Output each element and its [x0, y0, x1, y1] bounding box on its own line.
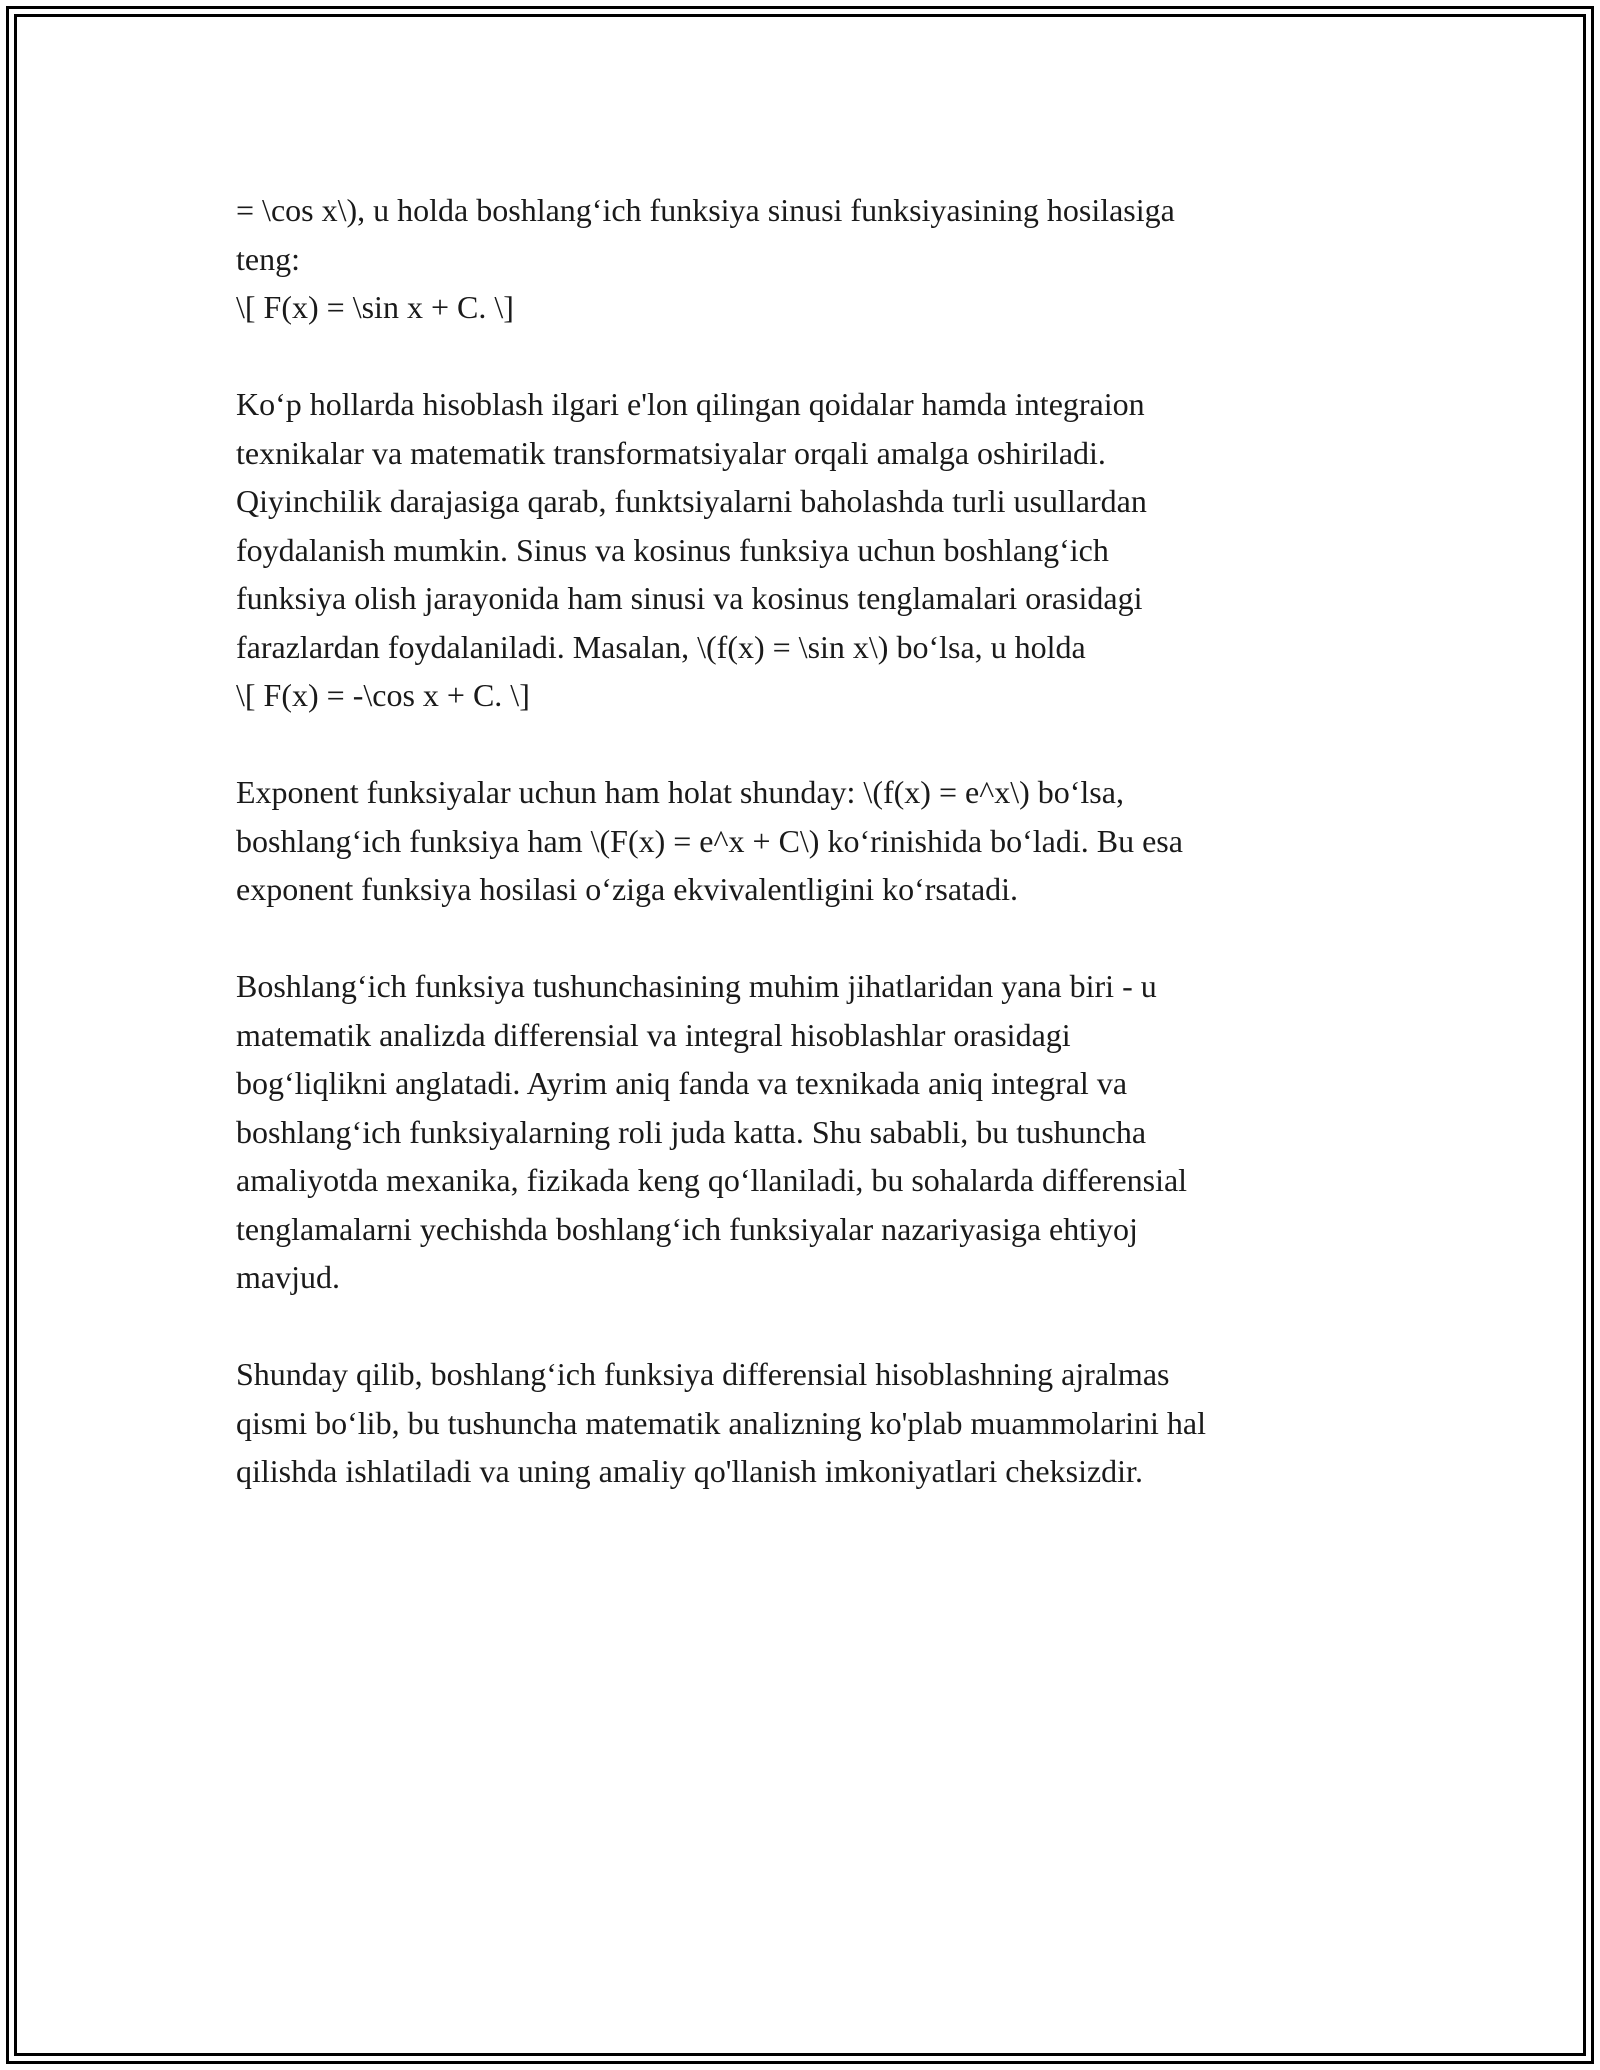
text-line: tenglamalarni yechishda boshlang‘ich funksiyalar nazariyasiga ehtiyoj [236, 1210, 1138, 1247]
text-line: funksiya olish jarayonida ham sinusi va kosinus tenglamalari orasidagi [236, 580, 1143, 616]
paragraph-1 [236, 186, 1366, 332]
text-line: Shunday qilib, boshlang‘ich funksiya differensial hisoblashning ajralmas [236, 1356, 1170, 1392]
text-line: boshlang‘ich funksiyalarning roli juda katta. Shu sababli, bu tushuncha [236, 1113, 1147, 1150]
text-line: texnikalar va matematik transformatsiyalar orqali amalga oshiriladi. [236, 434, 1106, 471]
formula-line: \[ F(x) = -\cos x + C. \] [236, 677, 530, 713]
text-line: exponent funksiya hosilasi o‘ziga ekvivalentligini ko‘rsatadi. [236, 871, 1019, 907]
text-line: Ko‘p hollarda hisoblash ilgari e'lon qilingan qoidalar hamda integraion [236, 386, 1145, 422]
text-line: amaliyotda mexanika, fizikada keng qo‘llaniladi, bu sohalarda differensial [236, 1162, 1188, 1198]
text-line: qilishda ishlatiladi va uning amaliy qo'llanish imkoniyatlari cheksizdir. [236, 1453, 1143, 1489]
paragraph-4 [236, 962, 1366, 1302]
text-line: Boshlang‘ich funksiya tushunchasining muhim jihatlaridan yana biri - u [236, 968, 1157, 1004]
text-line: farazlardan foydalaniladi. Masalan, \(f(x) = \sin x\) bo‘lsa, u holda [236, 628, 1086, 665]
text-line: foydalanish mumkin. Sinus va kosinus funksiya uchun boshlang‘ich [236, 531, 1109, 568]
text-line: teng: [236, 240, 300, 277]
text-line: = \cos x\), u holda boshlang‘ich funksiya sinusi funksiyasining hosilasiga [236, 192, 1175, 228]
text-line: bog‘liqlikni anglatadi. Ayrim aniq fanda va texnikada aniq integral va [236, 1065, 1128, 1101]
text-line: boshlang‘ich funksiya ham \(F(x) = e^x + C\) ko‘rinishida bo‘ladi. Bu esa [236, 822, 1183, 859]
text-line: mavjud. [236, 1259, 340, 1295]
text-line: matematik analizda differensial va integral hisoblashlar orasidagi [236, 1016, 1071, 1053]
paragraph-2 [236, 380, 1366, 720]
text-line: Exponent funksiyalar uchun ham holat shunday: \(f(x) = e^x\) bo‘lsa, [236, 774, 1124, 810]
paragraph-5 [236, 1350, 1366, 1496]
formula-line: \[ F(x) = \sin x + C. \] [236, 289, 514, 325]
paragraph-3 [236, 768, 1366, 914]
text-line: qismi bo‘lib, bu tushuncha matematik analizning ko'plab muammolarini hal [236, 1404, 1207, 1441]
text-line: Qiyinchilik darajasiga qarab, funktsiyalarni baholashda turli usullardan [236, 483, 1147, 519]
document-body [236, 186, 1366, 1544]
